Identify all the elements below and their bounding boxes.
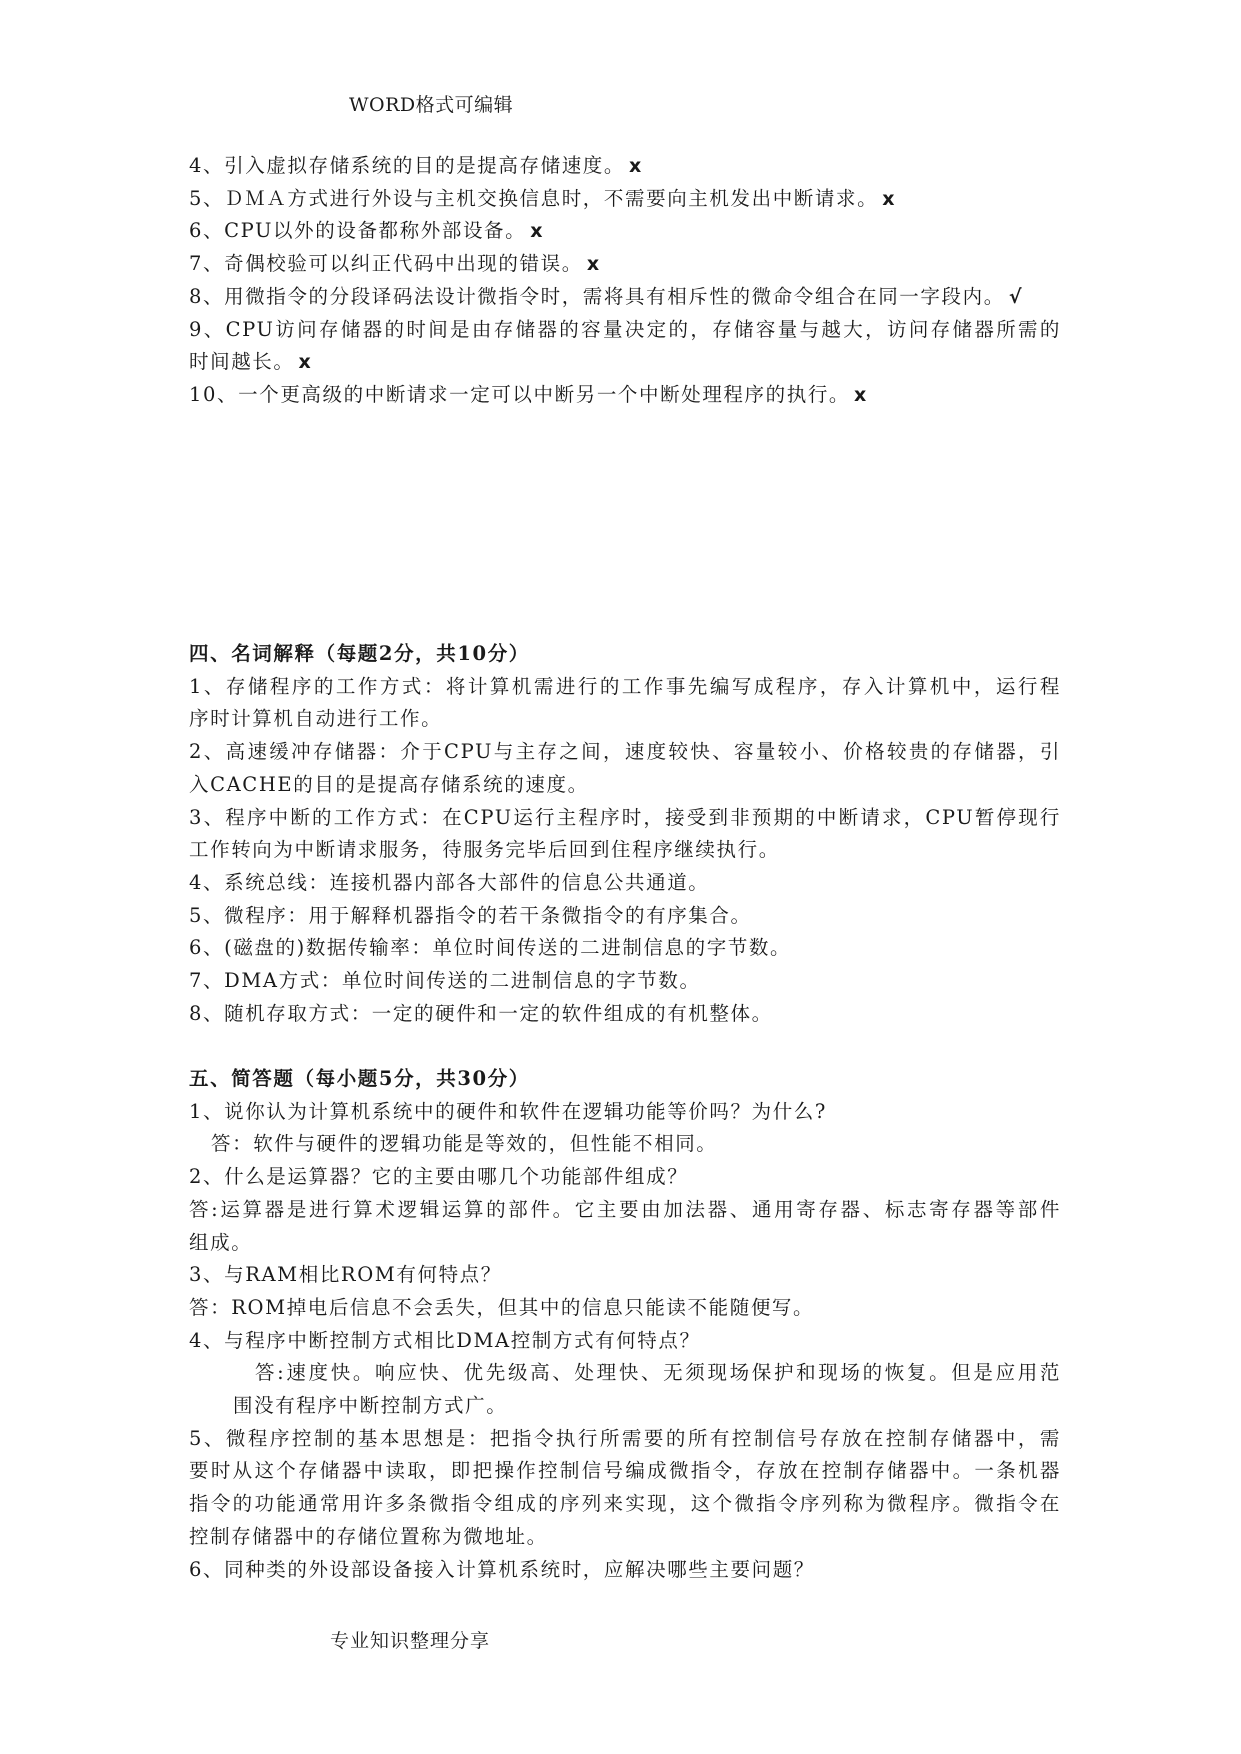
cross-mark-icon: x <box>629 155 643 177</box>
cross-mark-icon: x <box>530 220 545 243</box>
tf-item-text: 7、奇偶校验可以纠正代码中出现的错误。 <box>189 252 583 276</box>
cross-mark-icon: x <box>882 187 897 210</box>
tf-item-text: 6、CPU以外的设备都称外部设备。 <box>189 219 527 243</box>
definition-item-1-line2: 序时计算机自动进行工作。 <box>189 707 443 731</box>
tf-item-text: 10、一个更高级的中断请求一定可以中断另一个中断处理程序的执行。 <box>189 382 851 406</box>
definitions-heading: 四、名词解释（每题2分，共10分） <box>189 642 530 665</box>
tf-item-5 <box>189 183 1061 216</box>
page-header: WORD格式可编辑 <box>349 94 514 116</box>
cross-mark-icon: x <box>586 253 601 276</box>
tf-item-text: 5、ＤＭＡ方式进行外设与主机交换信息时，不需要向主机发出中断请求。 <box>189 186 879 210</box>
answer-1: 答：软件与硬件的逻辑功能是等效的，但性能不相同。 <box>211 1132 718 1156</box>
cross-mark-icon: x <box>298 351 313 374</box>
definition-item-8: 8、随机存取方式：一定的硬件和一定的软件组成的有机整体。 <box>189 1001 773 1025</box>
question-5-line3: 指令的功能通常用许多条微指令组成的序列来实现，这个微指令序列称为微程序。微指令在 <box>189 1492 1061 1516</box>
definition-item-6: 6、(磁盘的)数据传输率：单位时间传送的二进制信息的字节数。 <box>189 936 792 960</box>
short-answer-heading: 五、简答题（每小题5分，共30分） <box>189 1067 530 1090</box>
question-6: 6、同种类的外设部设备接入计算机系统时，应解决哪些主要问题？ <box>189 1557 815 1581</box>
definition-item-2-line2: 入CACHE的目的是提高存储系统的速度。 <box>189 772 589 796</box>
tf-item-8 <box>189 281 1061 314</box>
question-5-line4: 控制存储器中的存储位置称为微地址。 <box>189 1524 548 1548</box>
tf-item-9-line2 <box>189 346 1061 379</box>
definition-item-3-line2: 工作转向为中断请求服务，待服务完毕后回到住程序继续执行。 <box>189 838 780 862</box>
tf-item-10 <box>189 379 1061 412</box>
question-5-line2: 要时从这个存储器中读取，即把操作控制信号编成微指令，存放在控制存储器中。一条机器 <box>189 1459 1061 1483</box>
definition-item-2-line1: 2、高速缓冲存储器：介于CPU与主存之间，速度较快、容量较小、价格较贵的存储器，引 <box>189 740 1061 764</box>
question-4: 4、与程序中断控制方式相比DMA控制方式有何特点？ <box>189 1328 701 1352</box>
definitions-section <box>189 638 1061 1030</box>
definition-item-7: 7、DMA方式：单位时间传送的二进制信息的字节数。 <box>189 969 701 993</box>
page-footer: 专业知识整理分享 <box>330 1630 491 1652</box>
check-mark-icon: √ <box>1008 285 1024 308</box>
tf-item-9-line1: 9、CPU访问存储器的时间是由存储器的容量决定的，存储容量与越大，访问存储器所需的 <box>189 317 1061 341</box>
question-2: 2、什么是运算器？它的主要由哪几个功能部件组成？ <box>189 1165 689 1189</box>
definition-item-1-line1: 1、存储程序的工作方式：将计算机需进行的工作事先编写成程序，存入计算机中，运行程 <box>189 674 1061 698</box>
tf-item-7 <box>189 248 1061 281</box>
answer-4-line1: 答:速度快。响应快、优先级高、处理快、无须现场保护和现场的恢复。但是应用范 <box>255 1361 1061 1385</box>
tf-item-text: 8、用微指令的分段译码法设计微指令时，需将具有相斥性的微命令组合在同一字段内。 <box>189 284 1005 308</box>
answer-4-line2: 围没有程序中断控制方式广。 <box>233 1394 508 1418</box>
question-3: 3、与RAM相比ROM有何特点？ <box>189 1263 502 1287</box>
tf-item-text: 时间越长。 <box>189 350 295 374</box>
cross-mark-icon: x <box>854 383 868 406</box>
answer-2-line2: 组成。 <box>189 1230 253 1254</box>
question-5-line1: 5、微程序控制的基本思想是：把指令执行所需要的所有控制信号存放在控制存储器中，需 <box>189 1426 1061 1450</box>
tf-item-4 <box>189 150 1061 183</box>
tf-item-6 <box>189 215 1061 248</box>
short-answer-section <box>189 1063 1061 1586</box>
definition-item-4: 4、系统总线：连接机器内部各大部件的信息公共通道。 <box>189 870 710 894</box>
true-false-section <box>189 150 1061 412</box>
definition-item-3-line1: 3、程序中断的工作方式：在CPU运行主程序时，接受到非预期的中断请求，CPU暂停现行 <box>189 805 1061 829</box>
answer-2-line1: 答:运算器是进行算术逻辑运算的部件。它主要由加法器、通用寄存器、标志寄存器等部件 <box>189 1197 1061 1221</box>
tf-item-text: 4、引入虚拟存储系统的目的是提高存储速度。 <box>189 154 626 177</box>
definition-item-5: 5、微程序：用于解释机器指令的若干条微指令的有序集合。 <box>189 903 752 927</box>
answer-3: 答：ROM掉电后信息不会丢失，但其中的信息只能读不能随便写。 <box>189 1295 815 1319</box>
question-1: 1、说你认为计算机系统中的硬件和软件在逻辑功能等价吗？为什么? <box>189 1099 827 1123</box>
